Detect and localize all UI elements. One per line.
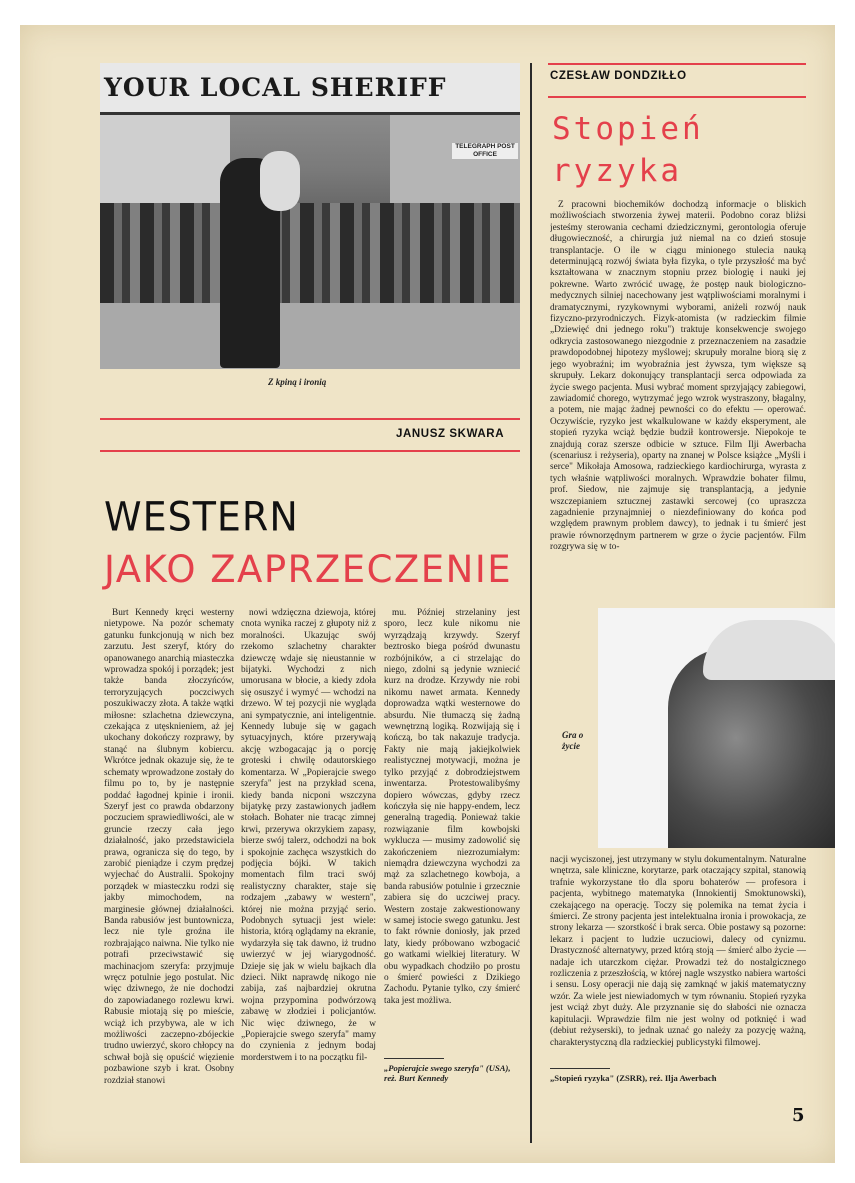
page-number: 5 [792,1105,805,1126]
right-author: CZESŁAW DONDZIŁŁO [550,70,687,82]
surgeon-cap [703,620,835,680]
western-body-col2: nowi wdzięczna dziewoja, której cnota wynika raczej z głupoty niż z moralności. Ukazując swój rzekomo szlachetny charakter dziewczę wdaje się nieustannie w bijatyki. Wychodzi z nich umorusana w błocie, a kiedy zdoła się osuszyć i wymyć — wchodzi na drzewo. W tej pozycji nie wygląda ani sympatycznie, ani inteligentnie. Kennedy lubuje się w gagach sytuacyjnych, które przerywają akcję wzbogacając ją o porcję groteski i chwilę odautorskiego komentarza. W „Popierajcie swego szeryfa" jest na przykład scena, kiedy banda nicponi wszczyna bijatykę przy zastawionych jadłem stołach. Bohater nie tracąc zimnej krwi, przerywa okrzykiem zapasy, bierze swój talerz, odchodzi na bok i spokojnie zachęca wszystkich do podjęcia bójki. W takich momentach film traci swój realistyczny charakter, staje się rodzajem „zabawy w western", której nie można przyjąć serio. Podobnych sytuacji jest wiele: historia, którą oglądamy na ekranie, wydarzyła się tak dawno, iż trudno uwierzyć w jej wiarygodność. Dzieje się jak w wielu bajkach dla dzieci. Nikt naprawdę nikogo nie zabija, zaś najbardziej okrutna wojna przypomina podwórzową zabawę w złodziei i policjantów. Nic więc dziwnego, że w „Popierajcie swego szeryfa" mamy do czynienia z jednym bodaj morderstwem i to na początku fil- [241,608,376,1063]
column-divider [530,63,532,1143]
sheriff-sign-text: YOUR LOCAL SHERIFF [104,73,447,102]
magazine-page [20,25,835,1163]
western-body-col1: Burt Kennedy kręci westerny nietypowe. Na pozór schematy gatunku funkcjonują w nich bez zarzutu. Jest szeryf, który do opanowanego anarchią miasteczka wprowadza spokój i porządek; jest także banda złoczyńców, terroryzujących poczciwych poszukiwaczy złota. A także wątki miłosne: szlachetna dziewczyna, czekająca z utęsknieniem, aż jej ukochany dokończy rozprawy, by stanąć na ślubnym kobiercu. Wkrótce jednak okazuje się, że te schematy wprowadzone zostały do filmu po to, by je następnie poddać łagodnej kpinie i ironii. Szeryf jest co prawda obdarzony poczuciem sprawiedliwości, ale w gruncie rzeczy cała jego działalność, jako przedstawiciela prawa, ogranicza się do tego, by zarobić pieniądze i czym prędzej wyjechać do Australii. Spokojny porządek w miasteczku rodzi się jakby mimochodem, na marginesie głównej działalności. Banda rabusiów jest buntownicza, lecz nie tyle groźna ile rozbrajająco naiwna. Nie tylko nie potrafi przeciwstawić się machinacjom szeryfa: przyjmuje wręcz potulnie jego postulat. Nic więc dziwnego, że nie dochodzi do zapowiadanego rozlewu krwi. Rabusie miotają się po mieście, wciąż ich przybywa, ale w ich możliwości zaczepno-zbójeckie trudno uwierzyć, skoro chłopcy na schwał bojà się opuścić więzienie pozbawione szyb i krat. Osobny rozdział stanowi [104,608,234,1086]
right-author-rule-top [548,63,806,65]
ryzyka-title-line2: ryzyka [552,153,682,189]
sheriff-sign-banner [100,63,520,115]
western-photo-caption: Z kpiną i ironią [268,377,327,387]
left-author-rule-bottom [100,450,520,452]
western-title-line2: JAKO ZAPRZECZENIE [104,548,513,591]
ryzyka-body-top: Z pracowni biochemików dochodzą informacje o bliskich możliwościach stworzenia żywej materii. Podobno coraz bliżsi jesteśmy sterowania cechami dziedzicznymi, gerontologia oferuje długowieczność, a chirurgia już niemal na co dzień stosuje transplantacje. O ile w ciągu minionego stulecia nauką determinującą rozwój świata była fizyka, o tyle przyszłość ma być kształtowana w znacznym stopniu przez biologię i nauki jej pokrewne. Warto zwrócić uwagę, że postęp nauk biologiczno-medycznych silniej nacechowany jest wątpliwościami moralnymi i dramatycznymi, ryzykownymi wyborami, aniżeli rozwój nauk fizyczno-przyrodniczych. Fizyk-atomista (w radzieckim filmie „Dziewięć dni jednego roku") traktuje konsekwencje swojego odkrycia zastosowanego niezgodnie z przeznaczeniem na zasadzie prawdopodobnej hipotezy myślowej; skrupuły moralne biorą się z jego wyobraźni; im wyobraźnia jest żywsza, tym większe są skrupuły. Lekarz dokonujący transplantacji serca odpowiada za życie swego pacjenta. Musi wybrać moment sprzyjający zabiegowi, zawiadomić chorego, wytrzymać jego wzrok wystraszony, błagalny, a potem, nie mając żadnej pewności co do efektu — operować. Oczywiście, ryzyko jest wkalkulowane w każdy eksperyment, ale stopień ryzyka wciąż będzie budził kontrowersje. Niepokoje te znajdują coraz szersze odbicie w sztuce. Film Ilji Awerbacha (scenariusz i reżyseria), oparty na znanej w Polsce książce „Myśli i serce" Mikołaja Amosowa, radzieckiego kardiochirurga, wyrasta z tych właśnie wątpliwości moralnych. Wprawdzie bohater filmu, prof. Siedow, nie zajmuje się transplantacją, a jedynie wszczepianiem sztucznej zastawki sercowej (co upraszcza zagadnienie przynajmniej o niezdefiniowany do końca pod względem prawnym problem dawcy), to jednak i tu śmierć jest prawie równorzędnym partnerem w grze o życie pacjentów. Film rozgrywa się w to- [550,200,806,553]
woman-figure [260,151,300,211]
ryzyka-footnote-rule [550,1068,610,1069]
western-film-photo [100,63,520,369]
ryzyka-footnote: „Stopień ryzyka" (ZSRR), reż. Ilja Awerbach [550,1073,717,1083]
western-footnote-rule [384,1058,444,1059]
left-author-rule-top [100,418,520,420]
western-footnote: „Popierajcie swego szeryfa" (USA), reż. Burt Kennedy [384,1063,511,1083]
ryzyka-title-line1: Stopień [552,111,704,147]
right-author-rule-bottom [548,96,806,98]
western-body-col3: mu. Później strzelaniny jest sporo, lecz kule nikomu nie wyrządzają krzywdy. Szeryf beztrosko biega pośród dwunastu rozbójników, a ci strzelając do niego, zdolni są jedynie wzniecić kurz na drodze. Krzywdy nie robi nikomu nawet armata. Kennedy doprowadza wątki westernowe do absurdu. Nie tłumaczą się żadną wewnętrzną logiką. Rozwijają się i kończą, bo tak nakazuje tradycja. Fakty nie mają jakiejkolwiek realistycznej motywacji, można je tylko przyjąć z dobrodziejstwem inwentarza. Protestowalibyśmy dopiero wówczas, gdyby rzecz kończyła się nie happy-endem, lecz generalną tragedią. Ponieważ takie rozwiązanie film kowbojski wyklucza — musimy zadowolić się zakończeniem niezrozumiałym: niemądra dziewczyna wychodzi za mąż za szlachetnego kowboja, a banda rabusiów potulnie i grzecznie zabiera się do uczciwej pracy. Western zostaje zakwestionowany w samej istocie swego gatunku. Jest to fakt równie doniosły, jak przed laty, kiedy próbowano wzbogacić go watkami wielkiej literatury. W obu wypadkach chodziło po prostu o śmierć powieści z Dzikiego Zachodu. Pytanie tylko, czy śmierć taka jest możliwa. [384,608,520,1006]
street-ground [100,303,520,369]
ryzyka-body-bottom: nacji wyciszonej, jest utrzymany w stylu dokumentalnym. Naturalne wnętrza, sale kliniczne, korytarze, park otaczający szpital, stanowią trafnie wykorzystane tło dla sporu bohaterów — profesora i pacjenta, wybitnego matematyka (Innokientij Smoktunowski), czekającego na operację. Toczy się polemika na temat życia i śmierci. Ze strony pacjenta jest intelektualna ironia i prowokacja, ze strony lekarza — szorstkość i brak serca. Obie postawy są pozorne: lekarz i pacjent to ludzie uczuciowi, dalecy od cynizmu. Drastyczność alternatywy, przed którą stoją — śmierć albo życie — nadaje ich utarczkom ciężar. Prowadzi też do nostalgicznego rozliczenia z przeszłością, w której nagle wszystko nabiera wartości i sensu. Losy operacji nie dają się zamknąć w jakiś matematyczny wzór. Za wiele jest niewiadomych w tym równaniu. Stopień ryzyka jest wciąż zbyt duży. Ale przyznanie się do słabości nie oznacza kapitulacji. Wprawdzie film nie jest wolny od potknięć i wad (debiut reżyserski), to jednak uznać go należy za pozycję ważną, charakterystyczną dla radzieckiej publicystyki filmowej. [550,855,806,1048]
surgeon-photo-caption: Gra o życie [562,730,584,751]
western-title-line1: WESTERN [104,493,299,541]
crowd [100,203,520,303]
surgeon-photo [598,608,835,848]
telegraph-sign: TELEGRAPH POST OFFICE [452,143,518,159]
left-author: JANUSZ SKWARA [396,428,505,440]
